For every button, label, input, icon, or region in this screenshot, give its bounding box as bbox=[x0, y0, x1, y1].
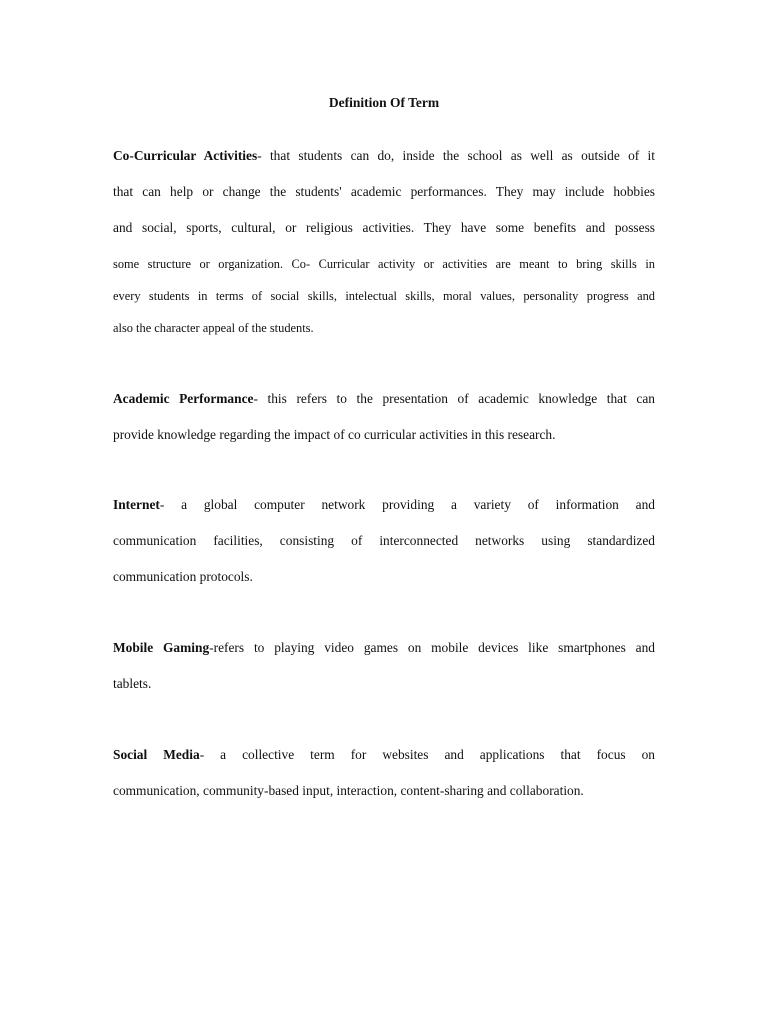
definition-line bbox=[113, 746, 655, 782]
definition-line bbox=[113, 390, 655, 426]
definition-text: - a collective term for websites and applications that focus on bbox=[199, 747, 655, 762]
definition-line: tablets. bbox=[113, 676, 152, 691]
definition-co-curricular-activities bbox=[113, 147, 655, 351]
definition-text: -refers to playing video games on mobile devices like smartphones and bbox=[209, 640, 655, 655]
definition-mobile-gaming bbox=[113, 639, 655, 711]
definition-internet bbox=[113, 496, 655, 604]
definition-line bbox=[113, 147, 655, 183]
definition-academic-performance bbox=[113, 390, 655, 462]
page-title: Definition Of Term bbox=[328, 95, 440, 110]
definition-social-media bbox=[113, 746, 655, 818]
definition-line: communication protocols. bbox=[113, 569, 253, 584]
definition-line: communication, community-based input, interaction, content-sharing and collaboration. bbox=[113, 783, 584, 798]
definition-line: some structure or organization. Co- Curricular activity or activities are meant to bring skills in bbox=[113, 257, 655, 271]
definition-line: provide knowledge regarding the impact of co curricular activities in this research. bbox=[113, 427, 556, 442]
definition-term: Mobile Gaming bbox=[113, 640, 210, 655]
definition-line: and social, sports, cultural, or religious activities. They have some benefits and possess bbox=[113, 220, 655, 235]
definition-line: every students in terms of social skills, intelectual skills, moral values, personality progress and bbox=[113, 289, 655, 303]
definition-term: Internet bbox=[113, 497, 160, 512]
definition-line: also the character appeal of the students. bbox=[113, 321, 314, 335]
definition-line bbox=[113, 639, 655, 675]
definition-line: that can help or change the students' academic performances. They may include hobbies bbox=[113, 184, 655, 199]
definition-term: Academic Performance bbox=[113, 391, 254, 406]
definition-text: - a global computer network providing a variety of information and bbox=[159, 497, 655, 512]
definition-term: Co-Curricular Activities bbox=[113, 148, 258, 163]
definition-term: Social Media bbox=[113, 747, 200, 762]
definition-line: communication facilities, consisting of interconnected networks using standardized bbox=[113, 533, 655, 548]
definition-text: - this refers to the presentation of academic knowledge that can bbox=[253, 391, 655, 406]
definition-text: - that students can do, inside the school as well as outside of it bbox=[257, 148, 655, 163]
definition-line bbox=[113, 496, 655, 532]
